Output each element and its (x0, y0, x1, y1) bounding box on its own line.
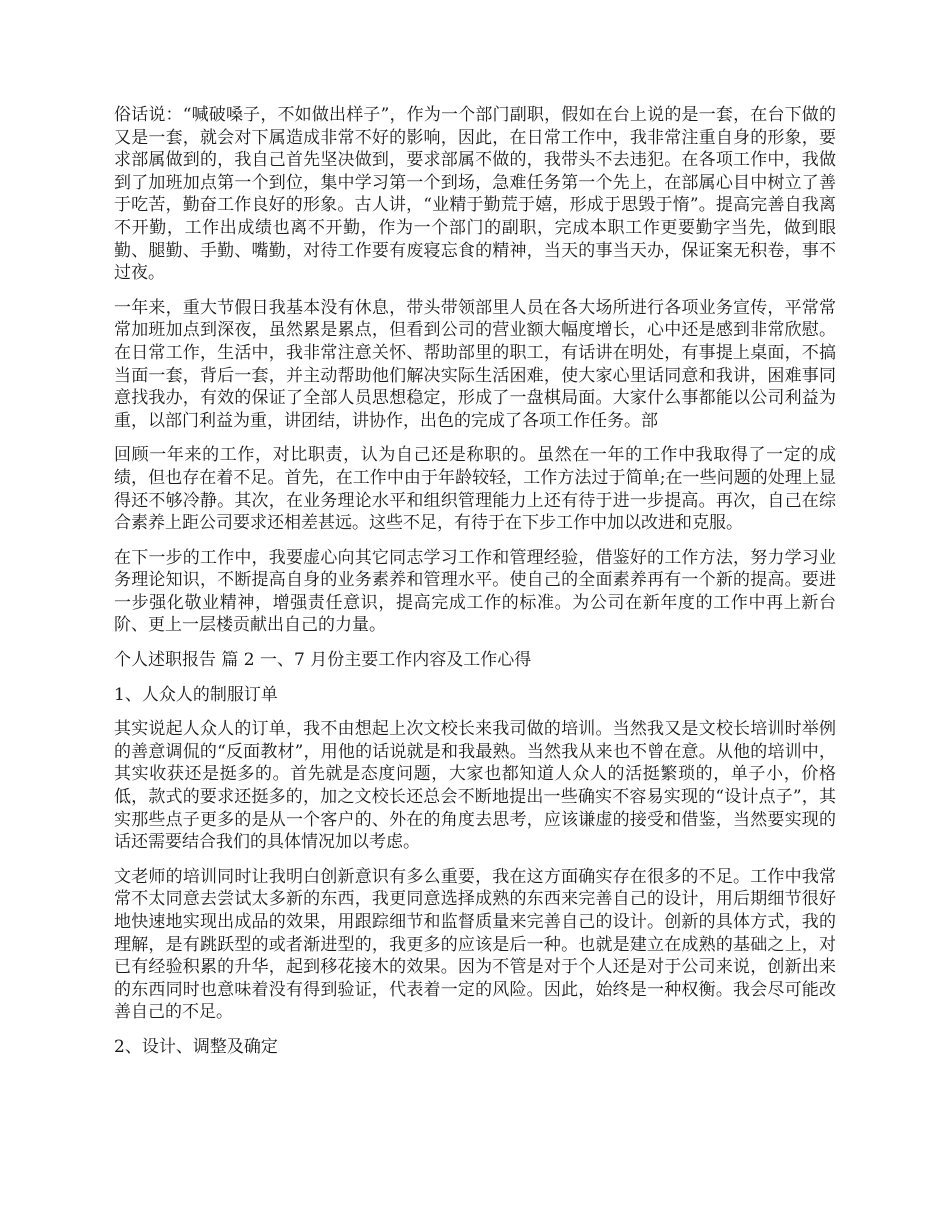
section-heading-1: 1、人众人的制服订单 (114, 684, 278, 705)
paragraph-6: 文老师的培训同时让我明白创新意识有多么重要，我在这方面确实存在很多的不足。工作中我常常不太同意去尝试太多新的东西，我更同意选择成熟的东西来完善自己的设计，用后期细节很好地快速地实现出成品的效果，用跟踪细节和监督质量来完善自己的设计。创新的具体方式，我的理解，是有跳跃型的或者渐进型的，我更多的应该是后一种。也就是建立在成熟的基础之上，对已有经验积累的升华，起到移花接木的效果。因为不管是对于个人还是对于公司来说，创新出来的东西同时也意味着没有得到验证，代表着一定的风险。因此，始终是一种权衡。我会尽可能改善自己的不足。 (114, 866, 836, 1023)
paragraph-2: 一年来，重大节假日我基本没有休息，带头带领部里人员在各大场所进行各项业务宣传，平常常常加班加点到深夜，虽然累是累点，但看到公司的营业额大幅度增长，心中还是感到非常欣慰。在日常工作，生活中，我非常注意关怀、帮助部里的职工，有话讲在明处，有事提上桌面，不搞当面一套，背后一套，并主动帮助他们解决实际生活困难，使大家心里话同意和我讲，困难事同意找我办，有效的保证了全部人员思想稳定，形成了一盘棋局面。大家什么事都能以公司利益为重，以部门利益为重，讲团结，讲协作，出色的完成了各项工作任务。部 (114, 297, 836, 431)
paragraph-4: 在下一步的工作中，我要虚心向其它同志学习工作和管理经验，借鉴好的工作方法，努力学习业务理论知识，不断提高自身的业务素养和管理水平。使自己的全面素养再有一个新的提高。要进一步强化敬业精神，增强责任意识，提高完成工作的标准。为公司在新年度的工作中再上新台阶、更上一层楼贡献出自己的力量。 (114, 547, 836, 636)
paragraph-5: 其实说起人众人的订单，我不由想起上次文校长来我司做的培训。当然我又是文校长培训时举例的善意调侃的“反面教材”，用他的话说就是和我最熟。当然我从来也不曾在意。从他的培训中，其实收获还是挺多的。首先就是态度问题，大家也都知道人众人的活挺繁琐的，单子小，价格低，款式的要求还挺多的，加之文校长还总会不断地提出一些确实不容易实现的“设计点子”，其实那些点子更多的是从一个客户的、外在的角度去思考，应该谦虚的接受和借鉴，当然要实现的话还需要结合我们的具体情况加以考虑。 (114, 719, 836, 853)
paragraph-3: 回顾一年来的工作，对比职责，认为自己还是称职的。虽然在一年的工作中我取得了一定的成绩，但也存在着不足。首先，在工作中由于年龄较轻，工作方法过于简单;在一些问题的处理上显得还不够冷静。其次，在业务理论水平和组织管理能力上还有待于进一步提高。再次，自己在综合素养上距公司要求还相差甚远。这些不足，有待于在下步工作中加以改进和克服。 (114, 445, 836, 534)
document-body (114, 104, 836, 1071)
section-heading-2: 2、设计、调整及确定 (114, 1036, 278, 1057)
report-heading: 个人述职报告 篇 2 一、7 月份主要工作内容及工作心得 (114, 650, 532, 671)
paragraph-1: 俗话说：“喊破嗓子，不如做出样子”，作为一个部门副职，假如在台上说的是一套，在台下做的又是一套，就会对下属造成非常不好的影响，因此，在日常工作中，我非常注重自身的形象，要求部属做到的，我自己首先坚决做到，要求部属不做的，我带头不去违犯。在各项工作中，我做到了加班加点第一个到位，集中学习第一个到场，急难任务第一个先上，在部属心目中树立了善于吃苦，勤奋工作良好的形象。古人讲，“业精于勤荒于嬉，形成于思毁于惰”。提高完善自我离不开勤，工作出成绩也离不开勤，作为一个部门的副职，完成本职工作更要勤字当先，做到眼勤、腿勤、手勤、嘴勤，对待工作要有废寝忘食的精神，当天的事当天办，保证案无积卷，事不过夜。 (114, 105, 836, 284)
